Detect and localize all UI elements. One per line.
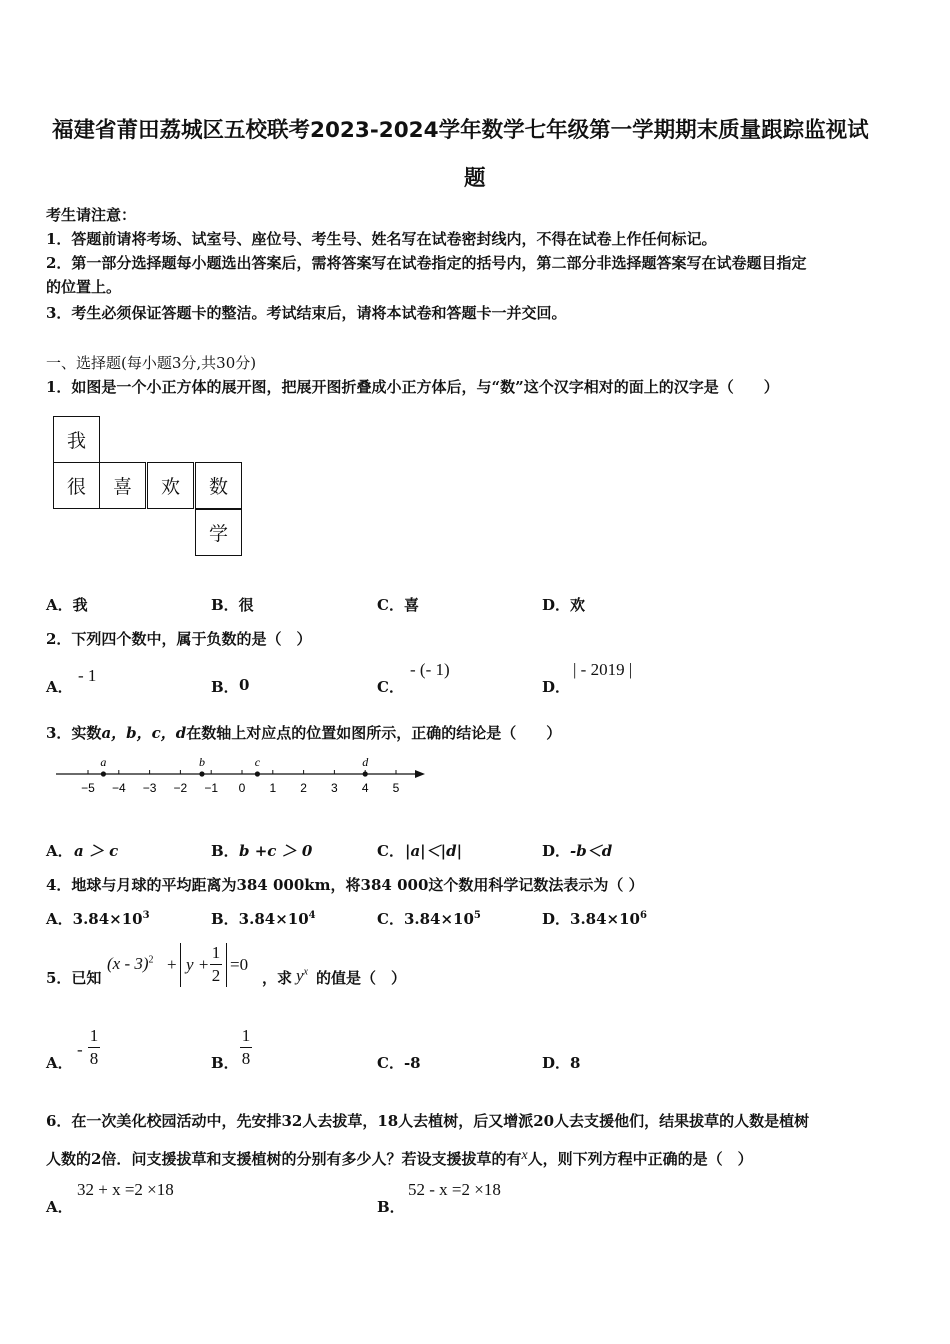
q2-option-d-label[interactable]: D． bbox=[542, 678, 571, 696]
notice-item-2b: 的位置上。 bbox=[46, 278, 122, 296]
page-title-line1: 福建省莆田荔城区五校联考2023-2024学年数学七年级第一学期期末质量跟踪监视试 bbox=[52, 118, 869, 143]
q6-option-b-label[interactable]: B． bbox=[377, 1198, 405, 1216]
q5-expr-square: 2 bbox=[148, 954, 154, 966]
q3-stem bbox=[46, 722, 561, 743]
q4-option-d[interactable] bbox=[542, 908, 647, 929]
q3-stem-vars: a，b，c，d bbox=[101, 724, 187, 742]
axis-tick-label: 2 bbox=[300, 781, 307, 795]
axis-point-c bbox=[255, 771, 260, 776]
q5-option-a-num: 1 bbox=[89, 1026, 99, 1045]
q5-option-a-sign: - bbox=[77, 1040, 83, 1059]
q1-option-b[interactable]: B．很 bbox=[211, 596, 254, 614]
notice-item-2a: 2．第一部分选择题每小题选出答案后，需将答案写在试卷指定的括号内，第二部分非选择题答案写在试卷题目指定 bbox=[46, 254, 807, 272]
q3-option-a-label[interactable]: A． bbox=[46, 842, 73, 860]
q3-option-d-label[interactable]: D． bbox=[542, 842, 571, 860]
net-cell-bottom: 学 bbox=[195, 509, 242, 556]
q4-option-a-exp: 3 bbox=[142, 910, 150, 921]
axis-tick-label: −3 bbox=[142, 781, 157, 795]
axis-point-b bbox=[199, 771, 204, 776]
q5-expr-plus: + bbox=[167, 955, 177, 974]
q3-option-b-label[interactable]: B． bbox=[211, 842, 239, 860]
net-cell-3: 欢 bbox=[147, 462, 194, 509]
q5-option-b-den: 8 bbox=[241, 1049, 251, 1068]
q4-option-c-exp: 5 bbox=[473, 910, 481, 921]
net-cell-4: 数 bbox=[195, 462, 242, 509]
axis-tick-label: 5 bbox=[392, 781, 400, 795]
q4-option-b[interactable] bbox=[211, 908, 316, 929]
q3-option-c: |a|＜|d| bbox=[405, 842, 463, 860]
q6-line2-pre: 人数的2倍．问支援拔草和支援植树的分别有多少人？若设支援拔草的有 bbox=[46, 1150, 522, 1168]
notice-item-1: 1．答题前请将考场、试室号、座位号、考生号、姓名写在试卷密封线内，不得在试卷上作任何标记。 bbox=[46, 230, 717, 248]
q4-option-b-exp: 4 bbox=[308, 910, 316, 921]
q5-abs-left-bar bbox=[180, 943, 181, 987]
q3-option-b: b +c ＞ 0 bbox=[239, 842, 313, 860]
net-cell-1: 很 bbox=[53, 462, 100, 509]
q2-option-a-value: - 1 bbox=[78, 666, 97, 685]
q4-stem: 4．地球与月球的平均距离为384 000km，将384 000这个数用科学记数法表示为（ ） bbox=[46, 876, 644, 894]
q3-stem-post: 在数轴上对应点的位置如图所示，正确的结论是（ ） bbox=[186, 724, 562, 742]
q5-fraction bbox=[210, 943, 222, 986]
q6-line1: 6．在一次美化校园活动中，先安排32人去拔草，18人去植树，后又增派20人去支援他们，结果拔草的人数是植树 bbox=[46, 1112, 810, 1130]
q6-option-a: 32 + x =2 ×18 bbox=[77, 1180, 174, 1199]
q5-option-b-fraction bbox=[240, 1026, 252, 1069]
q5-y-power bbox=[296, 966, 308, 986]
axis-tick-label: −4 bbox=[111, 781, 126, 795]
q5-abs-right-bar bbox=[226, 943, 227, 987]
q4-option-d-exp: 6 bbox=[639, 910, 647, 921]
q6-line2-var: x bbox=[521, 1148, 528, 1163]
q5-option-a-bar bbox=[88, 1047, 100, 1048]
q6-line2-post: 人，则下列方程中正确的是（ ） bbox=[527, 1150, 753, 1168]
q2-stem: 2．下列四个数中，属于负数的是（ ） bbox=[46, 630, 312, 648]
q4-option-a[interactable] bbox=[46, 908, 150, 929]
q2-option-b-value: 0 bbox=[239, 676, 250, 694]
q6-option-b: 52 - x =2 ×18 bbox=[408, 1180, 501, 1199]
q5-stem-mid: ，求 bbox=[262, 969, 293, 987]
axis-tick-label: 1 bbox=[269, 781, 277, 795]
axis-tick-label: −5 bbox=[81, 781, 95, 795]
q5-option-a-fraction bbox=[88, 1026, 100, 1069]
q3-option-c-label[interactable]: C． bbox=[377, 842, 404, 860]
axis-point-label-a: a bbox=[100, 755, 107, 769]
q3-stem-pre: 3．实数 bbox=[46, 724, 102, 742]
q5-expr-left bbox=[107, 954, 154, 974]
q4-option-c-text: C．3.84×10 bbox=[377, 910, 474, 928]
q3-option-d: -b＜d bbox=[570, 842, 613, 860]
number-line bbox=[40, 754, 440, 798]
axis-tick-label: 0 bbox=[238, 781, 246, 795]
net-cell-2: 喜 bbox=[99, 462, 146, 509]
q2-option-a-label[interactable]: A． bbox=[46, 678, 73, 696]
q5-option-b-num: 1 bbox=[241, 1026, 251, 1045]
axis-tick-label: 4 bbox=[361, 781, 369, 795]
notice-item-3: 3．考生必须保证答题卡的整洁。考试结束后，请将本试卷和答题卡一并交回。 bbox=[46, 304, 567, 322]
q1-option-a[interactable]: A．我 bbox=[46, 596, 88, 614]
axis-tick-label: 3 bbox=[331, 781, 338, 795]
q4-option-d-text: D．3.84×10 bbox=[542, 910, 640, 928]
q6-line2 bbox=[46, 1148, 753, 1169]
q5-frac-den: 2 bbox=[211, 966, 221, 985]
net-cell-top: 我 bbox=[53, 416, 100, 463]
axis-point-d bbox=[363, 771, 368, 776]
q5-expr-left-text: (x - 3) bbox=[107, 954, 149, 973]
q5-frac-num: 1 bbox=[211, 943, 221, 962]
q5-stem-pre: 5．已知 bbox=[46, 969, 102, 987]
axis-point-label-d: d bbox=[362, 755, 369, 769]
q5-y-exp: x bbox=[303, 966, 308, 978]
q2-option-c-label[interactable]: C． bbox=[377, 678, 404, 696]
axis-point-label-c: c bbox=[254, 755, 261, 769]
q2-option-c-value: - (- 1) bbox=[410, 660, 450, 679]
page-title-line2: 题 bbox=[464, 166, 486, 191]
q3-option-a: a ＞ c bbox=[74, 842, 119, 860]
q2-option-b-label[interactable]: B． bbox=[211, 678, 239, 696]
q5-option-c[interactable]: C．-8 bbox=[377, 1054, 421, 1072]
q2-option-d-value: | - 2019 | bbox=[573, 660, 633, 679]
q5-abs-y: y + bbox=[186, 955, 210, 974]
q5-option-b-bar bbox=[240, 1047, 252, 1048]
q5-expr-eq: =0 bbox=[230, 955, 249, 974]
q5-frac-bar bbox=[210, 964, 222, 965]
axis-point-a bbox=[101, 771, 106, 776]
q5-stem-post: 的值是（ ） bbox=[316, 969, 407, 987]
notice-heading: 考生请注意： bbox=[46, 206, 137, 224]
q5-option-b-label[interactable]: B． bbox=[211, 1054, 239, 1072]
q5-option-a-label[interactable]: A． bbox=[46, 1054, 73, 1072]
axis-arrow bbox=[415, 770, 425, 778]
q4-option-c[interactable] bbox=[377, 908, 481, 929]
q1-stem: 1．如图是一个小正方体的展开图，把展开图折叠成小正方体后，与“数”这个汉字相对的面上的汉字是（ ） bbox=[46, 378, 779, 396]
axis-tick-label: −1 bbox=[204, 781, 219, 795]
q5-option-a-den: 8 bbox=[89, 1049, 99, 1068]
q4-option-a-text: A．3.84×10 bbox=[46, 910, 143, 928]
axis-tick-label: −2 bbox=[173, 781, 188, 795]
q1-option-c[interactable]: C．喜 bbox=[377, 596, 419, 614]
q1-option-d[interactable]: D．欢 bbox=[542, 596, 586, 614]
q6-option-a-label[interactable]: A． bbox=[46, 1198, 73, 1216]
q4-option-b-text: B．3.84×10 bbox=[211, 910, 309, 928]
q5-option-d[interactable]: D．8 bbox=[542, 1054, 581, 1072]
section-heading: 一、选择题(每小题3分,共30分) bbox=[46, 354, 257, 372]
q5-y-base: y bbox=[296, 966, 304, 985]
axis-point-label-b: b bbox=[198, 755, 205, 769]
